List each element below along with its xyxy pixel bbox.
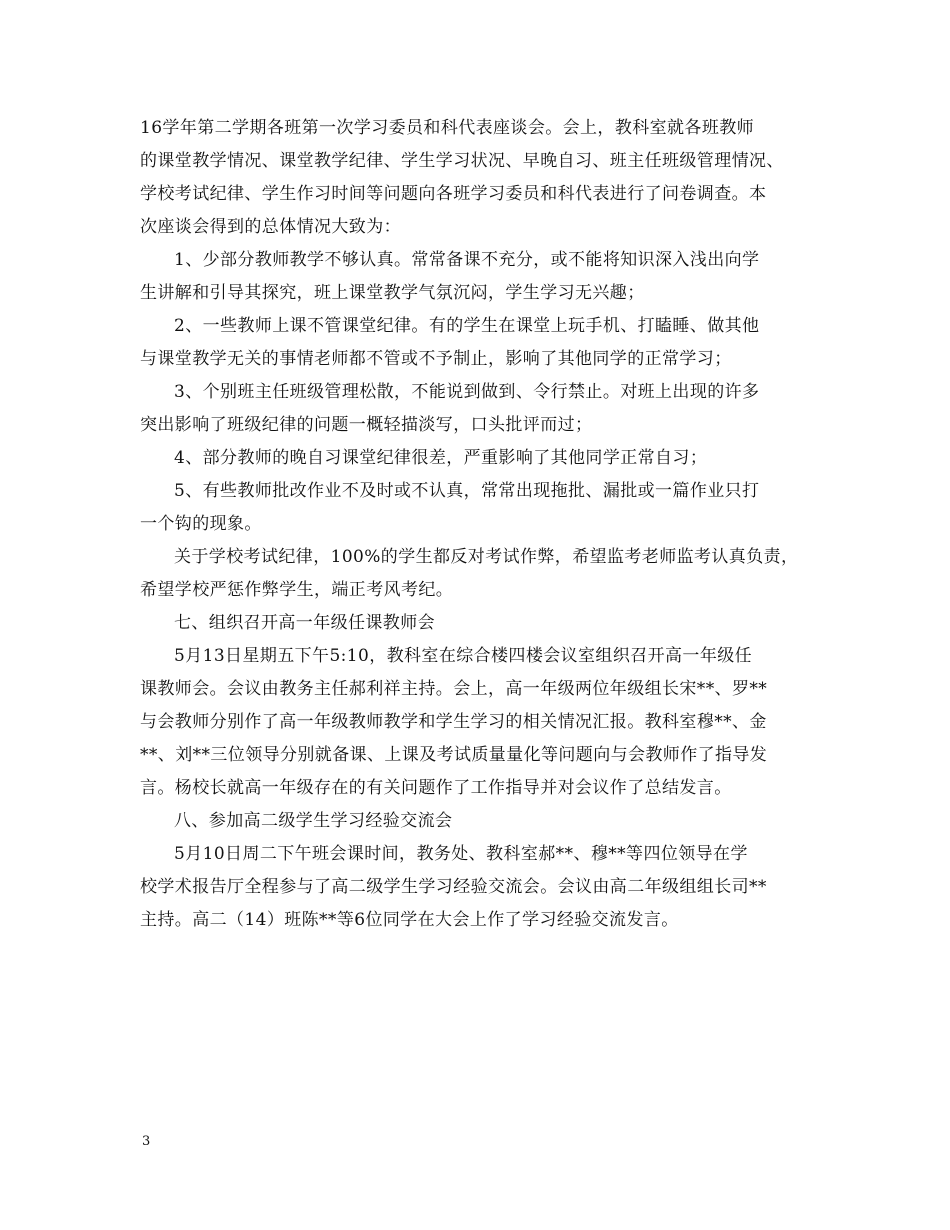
text-line: 5、有些教师批改作业不及时或不认真，常常出现拖批、漏批或一篇作业只打 [174, 481, 760, 501]
text-line: 课教师会。会议由教务主任郝利祥主持。会上，高一年级两位年级组长宋**、罗** [140, 679, 768, 699]
text-line: 生讲解和引导其探究，班上课堂教学气氛沉闷，学生学习无兴趣； [140, 283, 645, 303]
text-line: 主持。高二（14）班陈**等6位同学在大会上作了学习经验交流发言。 [140, 910, 679, 930]
text-line: 3、个别班主任班级管理松散，不能说到做到、令行禁止。对班上出现的许多 [174, 382, 760, 402]
text-line: 突出影响了班级纪律的问题一概轻描淡写，口头批评而过； [140, 415, 593, 435]
text-line: 16学年第二学期各班第一次学习委员和科代表座谈会。会上，教科室就各班教师 [140, 118, 755, 138]
section-heading: 八、参加高二级学生学习经验交流会 [174, 811, 453, 831]
text-line: 2、一些教师上课不管课堂纪律。有的学生在课堂上玩手机、打瞌睡、做其他 [174, 316, 760, 336]
text-line: 1、少部分教师教学不够认真。常常备课不充分，或不能将知识深入浅出向学 [174, 250, 760, 270]
text-line: 4、部分教师的晚自习课堂纪律很差，严重影响了其他同学正常自习； [174, 448, 708, 468]
text-line: 希望学校严惩作弊学生，端正考风考纪。 [140, 580, 454, 600]
text-line: 5月10日周二下午班会课时间，教务处、教科室郝**、穆**等四位领导在学 [174, 844, 748, 864]
text-line: 一个钩的现象。 [140, 514, 262, 534]
text-line: 与会教师分别作了高一年级教师教学和学生学习的相关情况汇报。教科室穆**、金 [140, 712, 767, 732]
section-heading: 七、组织召开高一年级任课教师会 [174, 613, 435, 633]
text-line: 关于学校考试纪律，100%的学生都反对考试作弊，希望监考老师监考认真负责， [174, 547, 799, 567]
text-line: 校学术报告厅全程参与了高二级学生学习经验交流会。会议由高二年级组组长司** [140, 877, 767, 897]
text-line: 言。杨校长就高一年级存在的有关问题作了工作指导并对会议作了总结发言。 [140, 778, 732, 798]
text-line: 学校考试纪律、学生作习时间等问题向各班学习委员和科代表进行了问卷调查。本 [140, 184, 767, 204]
text-line: 次座谈会得到的总体情况大致为： [140, 217, 401, 237]
text-line: **、刘**三位领导分别就备课、上课及考试质量量化等问题向与会教师作了指导发 [140, 745, 768, 765]
text-line: 与课堂教学无关的事情老师都不管或不予制止，影响了其他同学的正常学习； [140, 349, 732, 369]
text-line: 的课堂教学情况、课堂教学纪律、学生学习状况、早晚自习、班主任班级管理情况、 [140, 151, 784, 171]
document-body [140, 112, 816, 937]
text-line: 5月13日星期五下午5:10，教科室在综合楼四楼会议室组织召开高一年级任 [174, 646, 753, 666]
page-number: 3 [142, 1134, 151, 1149]
